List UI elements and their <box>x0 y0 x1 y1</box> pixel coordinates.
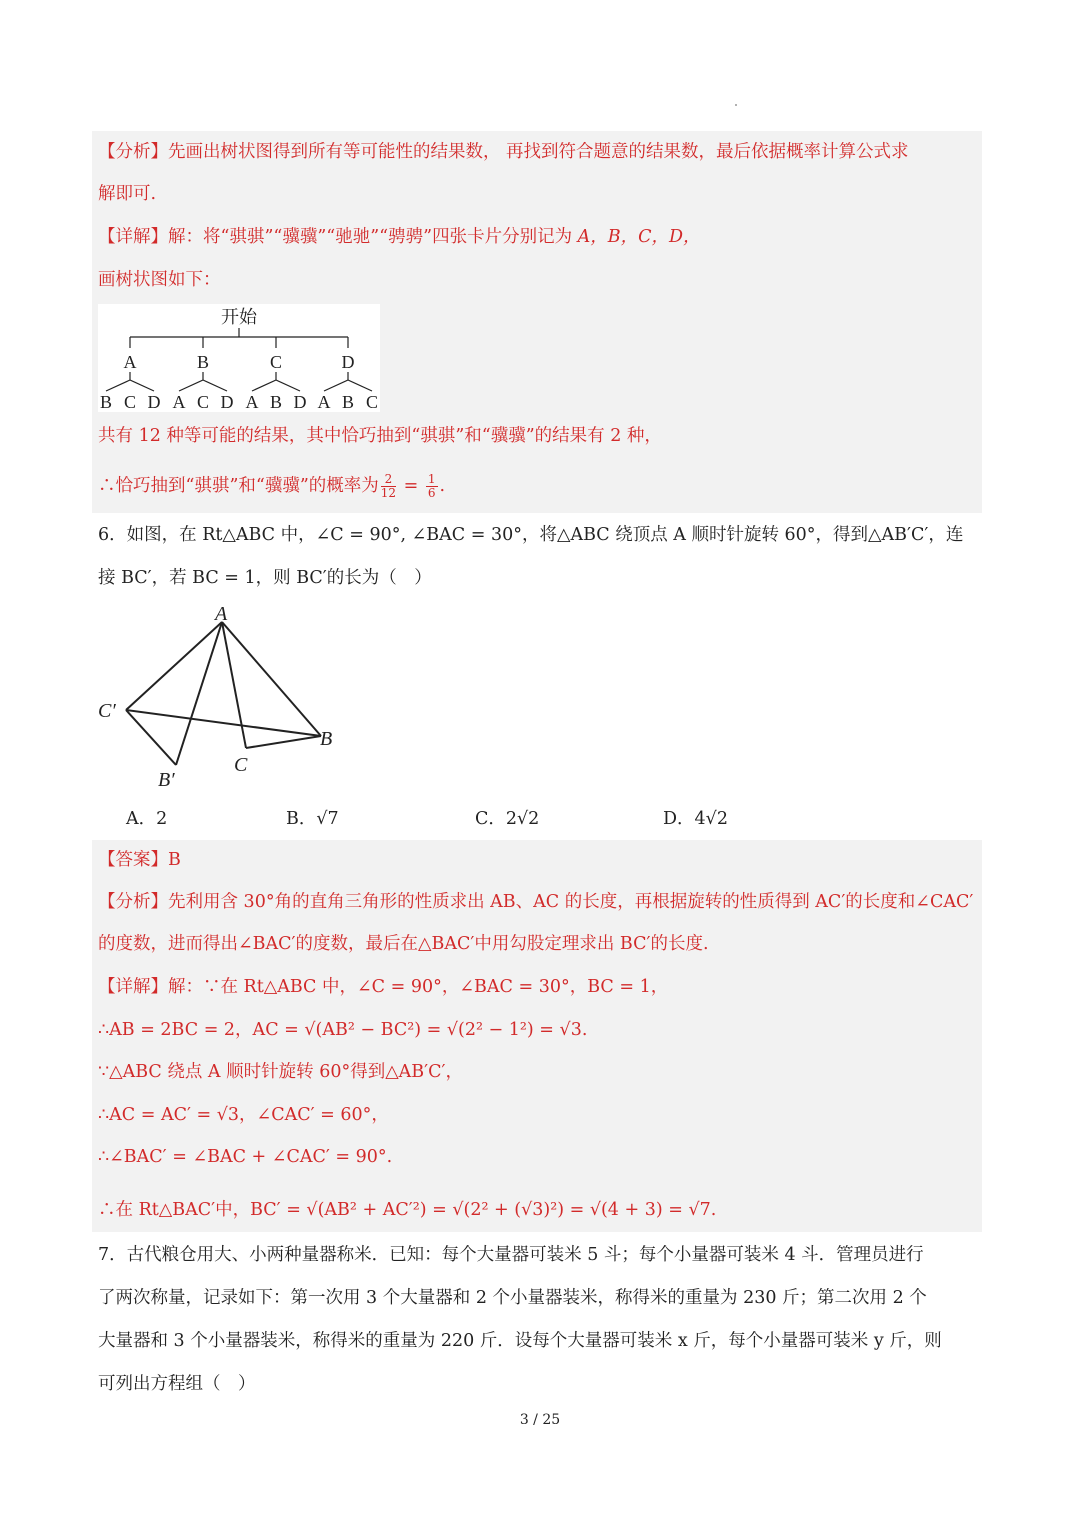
page-number: 3 / 25 <box>519 1412 561 1428</box>
fraction-numerator: 1 <box>427 472 436 486</box>
label-B: B <box>320 728 333 750</box>
analysis-text: 先画出树状图得到所有等可能性的结果数， 再找到符合题意的结果数，最后依据概率计算公式求 <box>168 142 909 162</box>
tree-node-A: A <box>123 352 137 372</box>
q6-line1: 6．如图，在 Rt△ABC 中，∠C = 90°, ∠BAC = 30°，将△ABC 绕顶点 A 顺时针旋转 60°，得到△AB′C′，连 <box>98 525 964 545</box>
tree-leaf: B <box>99 392 113 412</box>
q7-line1: 7．古代粮仓用大、小两种量器称米．已知：每个大量器可装米 5 斗；每个小量器可装米 4 斗．管理员进行 <box>98 1245 924 1265</box>
tree-node-C: C <box>269 352 283 372</box>
fraction-1-6 <box>426 473 438 500</box>
fraction-denominator: 12 <box>380 486 397 500</box>
label-B-prime: B′ <box>158 769 175 791</box>
tree-leaf: A <box>317 392 331 412</box>
sol6-analysis-line1 <box>98 888 982 916</box>
option-a[interactable]: A．2 <box>126 809 168 829</box>
detail-text: 解：∵在 Rt△ABC 中，∠C = 90°，∠BAC = 30°，BC = 1， <box>168 977 669 997</box>
sol6-detail-line4: ∴AC = AC′ = √3，∠CAC′ = 60°， <box>98 1105 389 1125</box>
tree-leaf: A <box>245 392 259 412</box>
tree-diagram <box>98 304 380 412</box>
detail-vars: A，B，C，D， <box>577 227 701 247</box>
q7-line2: 了两次称量，记录如下：第一次用 3 个大量器和 2 个小量器装米，称得米的重量为 230 斤；第二次用 2 个 <box>98 1288 927 1308</box>
fraction-2-12 <box>381 473 396 500</box>
tree-leaf: B <box>341 392 355 412</box>
analysis-tag: 【分析】 <box>98 892 168 912</box>
tree-leaf: D <box>293 392 307 412</box>
sol6-answer: 【答案】B <box>98 850 181 870</box>
tree-leaf: C <box>365 392 379 412</box>
sol5-result-line1: 共有 12 种等可能的结果，其中恰巧抽到“骐骐”和“骥骥”的结果有 2 种， <box>98 426 662 446</box>
tree-root: 开始 <box>221 307 257 327</box>
tree-leaf: C <box>196 392 210 412</box>
sol6-detail-line3: ∵△ABC 绕点 A 顺时针旋转 60°得到△AB′C′， <box>98 1062 464 1082</box>
period: . <box>439 476 446 496</box>
equals-sign: = <box>398 476 424 496</box>
q7-line4: 可列出方程组（ ） <box>98 1374 256 1394</box>
sol5-detail-line1 <box>98 223 982 251</box>
fraction-numerator: 2 <box>381 473 396 487</box>
fraction-denominator: 6 <box>427 486 436 500</box>
analysis-text: 先利用含 30°角的直角三角形的性质求出 AB、AC 的长度，再根据旋转的性质得到 AC′的长度和∠CAC′ <box>168 892 974 912</box>
sol5-analysis-line1 <box>98 138 982 166</box>
sol6-detail-line5: ∴∠BAC′ = ∠BAC + ∠CAC′ = 90°. <box>98 1147 393 1167</box>
sol5-detail-line2: 画树状图如下： <box>98 270 221 290</box>
tree-leaf: A <box>172 392 186 412</box>
detail-text: 解：将“骐骐”“骥骥”“驰驰”“骋骋”四张卡片分别记为 <box>168 227 578 247</box>
option-d[interactable]: D．4√2 <box>663 809 728 829</box>
analysis-tag: 【分析】 <box>98 142 168 162</box>
q6-line2: 接 BC′，若 BC = 1，则 BC′的长为（ ） <box>98 568 432 588</box>
label-A: A <box>215 603 228 625</box>
detail-tag: 【详解】 <box>98 977 168 997</box>
speck <box>735 104 737 106</box>
detail-tag: 【详解】 <box>98 227 168 247</box>
tree-leaf: B <box>269 392 283 412</box>
q7-line3: 大量器和 3 个小量器装米，称得米的重量为 220 斤．设每个大量器可装米 x 斤，每个小量器可装米 y 斤，则 <box>98 1331 942 1351</box>
sol6-detail-line1 <box>98 973 982 1001</box>
tree-leaf: C <box>123 392 137 412</box>
sol5-result-line2 <box>98 466 982 506</box>
tree-leaf: D <box>147 392 161 412</box>
sol5-analysis-line2: 解即可. <box>98 184 157 204</box>
sol6-analysis-line2: 的度数，进而得出∠BAC′的度数，最后在△BAC′中用勾股定理求出 BC′的长度. <box>98 934 709 954</box>
option-b[interactable]: B．√7 <box>286 809 339 829</box>
tree-node-D: D <box>341 352 355 372</box>
probability-text: ∴恰巧抽到“骐骐”和“骥骥”的概率为 <box>98 476 379 496</box>
label-C: C <box>234 754 248 776</box>
sol6-detail-line6: ∴在 Rt△BAC′中，BC′ = √(AB² + AC′²) = √(2² + (√3)²) = √(4 + 3) = √7. <box>98 1200 717 1220</box>
label-C-prime: C′ <box>98 700 116 722</box>
option-c[interactable]: C．2√2 <box>475 809 540 829</box>
triangle-figure <box>96 600 346 795</box>
sol6-detail-line2: ∴AB = 2BC = 2，AC = √(AB² − BC²) = √(2² − 1²) = √3. <box>98 1020 588 1040</box>
tree-leaf: D <box>220 392 234 412</box>
tree-node-B: B <box>196 352 210 372</box>
